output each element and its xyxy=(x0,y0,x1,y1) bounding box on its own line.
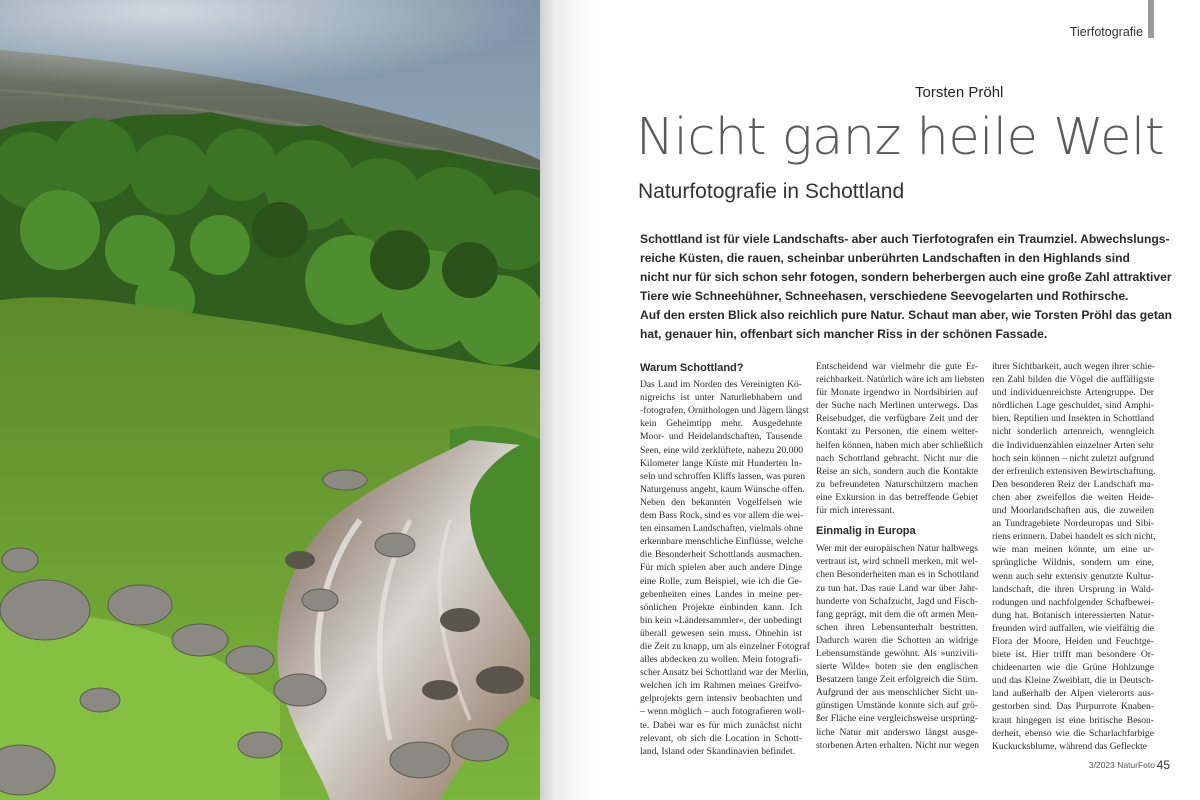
body-line: land außerhalb der Alpen vielerorts aus- xyxy=(992,688,1154,700)
rubric-bar xyxy=(1148,0,1154,38)
body-line: kein Geheimtipp mehr. Ausgedehnte xyxy=(640,418,802,430)
body-line: fang geprägt, mit dem die oft armen Men- xyxy=(816,608,978,620)
body-line: bien, Reptilien und Insekten in Schottland xyxy=(992,413,1154,425)
body-line: scher Ansatz bei Schottland war der Merlin, xyxy=(640,667,809,679)
body-line: wie man meinen könnte, um eine ur- xyxy=(992,544,1154,556)
body-line: schen ihren Lebensunterhalt bestritten. xyxy=(816,621,978,633)
body-line: nicht sonderlich artenreich, wenngleich xyxy=(992,426,1154,438)
body-line: Neben den bekannten Vogelfelsen wie xyxy=(640,496,802,508)
body-line: rodungen und nachfolgender Schafbewei- xyxy=(992,596,1154,608)
body-line: günstigen Umstände konnte sich auf grö- xyxy=(816,700,978,712)
body-column-1 xyxy=(640,360,810,758)
page-number: 45 xyxy=(1156,758,1170,772)
body-column-2 xyxy=(816,360,985,752)
body-line: Aufgrund der aus menschlicher Sicht un- xyxy=(816,687,978,699)
body-line: Naturgenuss angeht, kaum Wünsche offen. xyxy=(640,483,805,495)
issue-footer: 3/2023 NaturFoto xyxy=(1088,760,1155,770)
body-line: hoch sein können – nicht zuletzt aufgrund xyxy=(992,452,1154,464)
body-line: dung hat. Botanisch interessierten Natur- xyxy=(992,609,1154,621)
body-line: die Zeit zu knapp, um als einzelner Fotograf xyxy=(640,640,810,652)
body-line: die Individuenzahlen einzelner Arten sehr xyxy=(992,439,1154,451)
body-line: und individuenreichste Artengruppe. Der xyxy=(992,387,1154,399)
body-line: alles abdecken zu wollen. Mein fotografi- xyxy=(640,654,802,666)
body-line: reichbarkeit. Natürlich wäre ich am liebsten xyxy=(816,374,985,386)
body-line: – wenn möglich – auch fotografieren woll- xyxy=(640,706,805,718)
body-line: und das Kleine Zweiblatt, die in Deutsch- xyxy=(992,675,1154,687)
body-line: gelprojekts gern intensiv beobachten und xyxy=(640,693,802,705)
body-line: te. Dabei war es für mich zunächst nicht xyxy=(640,719,802,731)
author-name: Torsten Pröhl xyxy=(915,84,1004,101)
body-column-3 xyxy=(992,360,1154,753)
lead-line: Tiere wie Schneehühner, Schneehasen, verschiedene Seevogelarten und Rothirsche. xyxy=(640,288,1129,303)
body-line: Seen, eine wild zerklüftete, nahezu 20.000 xyxy=(640,444,804,456)
body-line: die Besonderheit Schottlands ausmachen. xyxy=(640,549,802,561)
body-line: hunderte von Schafzucht, Jagd und Fisch- xyxy=(816,595,978,607)
body-line: -fotografen, Ornithologen und Jägern längst xyxy=(640,405,809,417)
body-line: Den besonderen Reiz der Landschaft ma- xyxy=(992,478,1154,490)
body-line: Für mich spielen aber auch andere Dinge xyxy=(640,562,802,574)
body-line: derheit, ebenso wie die Scharlachfarbige xyxy=(992,727,1154,739)
lead-line: Schottland ist für viele Landschafts- aber auch Tierfotografen ein Traumziel. Abwechslungs- xyxy=(640,232,1170,246)
body-line: ihrer Sichtbarkeit, auch wegen ihrer schie- xyxy=(992,361,1156,372)
body-line: erkennbare menschliche Einflüsse, welche xyxy=(640,536,804,548)
body-line: Kontakt zu Personen, die einem weiter- xyxy=(816,426,978,438)
column-text xyxy=(816,360,985,517)
body-line: sprüngliche Wildnis, sondern um eine, xyxy=(992,557,1154,569)
section-heading: Einmalig in Europa xyxy=(816,525,916,538)
body-line: landschaft, die ihren Ursprung in Wald- xyxy=(992,583,1154,595)
column-text xyxy=(992,360,1154,753)
body-line: chideenarten wie die Grüne Hohlzunge xyxy=(992,662,1154,674)
body-line: sierte Wilde« boten sie den englischen xyxy=(816,661,978,673)
body-line: riens erinnern. Dabei handelt es sich nicht, xyxy=(992,531,1156,543)
lead-line: Auf den ersten Blick also reichlich pure Natur. Schaut man aber, wie Torsten Pröhl das getan xyxy=(640,307,1173,322)
highland-stream-photo xyxy=(0,0,540,800)
body-line: für Monate irgendwo in Nordsibirien auf xyxy=(816,387,978,399)
body-line: freunden wird auffallen, wie vielfältig die xyxy=(992,622,1154,634)
body-line: chen aber zweifellos die weiten Heide- xyxy=(992,491,1154,503)
body-line: Entscheidend war vielmehr die gute Er- xyxy=(816,361,978,372)
body-line: Wer mit der europäischen Natur halbwegs xyxy=(816,543,978,555)
body-line: Reisebudget, die verfügbare Zeit und der xyxy=(816,413,978,425)
subtitle: Naturfotografie in Schottland xyxy=(638,180,905,203)
body-line: Flora der Moore, Heiden und Feuchtge- xyxy=(992,635,1154,647)
body-line: zu tun hat. Das raue Land war über Jahr- xyxy=(816,582,978,594)
photo-illustration xyxy=(0,0,540,800)
body-line: bin kein »Ländersammler«, der unbedingt xyxy=(640,614,802,626)
body-line: ren Zahl bilden die Vögel die auffälligste xyxy=(992,374,1154,386)
body-line: an Tundragebiete Nordeuropas und Sibi- xyxy=(992,518,1154,530)
body-line: chen Besonderheiten man es in Schottland xyxy=(816,569,979,581)
body-line: gestorben sind. Das Purpurrote Knaben- xyxy=(992,701,1154,713)
body-line: Das Land im Norden des Vereinigten Kö- xyxy=(640,379,802,391)
body-line: eine Exkursion in das betreffende Gebiet xyxy=(816,491,978,503)
body-line: zu befreundeten Naturschützern machen xyxy=(816,478,978,490)
body-line: Moor- und Heidelandschaften, Tausende xyxy=(640,431,802,443)
body-line: nördlichen Lage geschuldet, sind Amphi- xyxy=(992,400,1154,412)
lead-line: reiche Küsten, die rauen, scheinbar unberührten Landschaften in den Highlands sind xyxy=(640,250,1130,265)
body-line: eine Rolle, zum Beispiel, wie ich die Ge- xyxy=(640,575,802,587)
section-rubric: Tierfotografie xyxy=(1069,25,1143,39)
body-line: welchen ich im Rahmen meines Greifvo- xyxy=(640,680,802,692)
body-line: gebenheiten eines Landes in meine per- xyxy=(640,588,802,600)
body-line: relevant, ob sich die Location in Schott- xyxy=(640,732,802,744)
body-line: land, Island oder Skandinavien befindet. xyxy=(640,745,796,757)
article-page xyxy=(600,0,1200,800)
body-line: für mich interessant. xyxy=(816,505,895,517)
headline: Nicht ganz heile Welt xyxy=(636,108,1165,167)
body-line: sönlichen Projekte einbinden kann. Ich xyxy=(640,601,802,613)
body-line: helfen können, haben mich aber schließlich xyxy=(816,439,983,451)
body-line: nigreichs ist unter Naturliebhabern und xyxy=(640,392,802,404)
lead-line: hat, genauer hin, offenbart sich mancher Riss in der schönen Fassade. xyxy=(640,326,1048,341)
body-line: nach Schottland gebracht. Nicht nur die xyxy=(816,452,978,464)
body-line: und Moorlandschaften aus, die zuweilen xyxy=(992,505,1154,517)
lead-paragraph xyxy=(640,230,1173,343)
column-text xyxy=(816,542,978,752)
body-line: Kuckucksblume, während das Gefleckte xyxy=(992,740,1148,752)
body-line: überall gewesen sein muss. Ohnehin ist xyxy=(640,627,802,639)
body-line: vertraut ist, wird schnell merken, mit wel- xyxy=(816,556,978,568)
body-line: ßer Fläche eine vergleichsweise ursprüng- xyxy=(816,713,978,725)
body-line: der Suche nach Merlinen unterwegs. Das xyxy=(816,400,978,412)
body-line: liche Natur mit anderswo längst ausge- xyxy=(816,726,978,738)
lead-line: nicht nur für sich schon sehr fotogen, sondern beherbergen auch eine große Zahl attraktiver xyxy=(640,269,1172,284)
body-line: Kilometer lange Küste mit Hunderten In- xyxy=(640,457,802,469)
body-line: Besatzern lange Zeit erfolgreich die Stirn. xyxy=(816,674,978,686)
body-line: Lebensumstände gewöhnt. Als »unzivili- xyxy=(816,647,978,659)
body-line: dem Bass Rock, sind es vor allem die wei- xyxy=(640,510,804,522)
body-line: Reise an sich, sondern auch die Kontakte xyxy=(816,465,978,477)
body-line: biete ist. Hier trifft man besondere Or- xyxy=(992,649,1154,661)
body-line: wenn auch sehr extensiv genutzte Kultur- xyxy=(992,570,1154,582)
section-heading: Warum Schottland? xyxy=(640,362,744,374)
column-text xyxy=(640,378,810,758)
body-line: Dadurch waren die Schotten an widrige xyxy=(816,634,978,646)
body-line: der erfreulich extensiven Bewirtschaftung. xyxy=(992,465,1156,477)
page-gutter-shadow xyxy=(540,0,600,800)
body-line: seln und schroffen Kliffs lassen, was puren xyxy=(640,470,806,482)
body-line: ten einsamen Landschaften, vielmals ohne xyxy=(640,523,803,535)
body-line: kraut hingegen ist eine britische Beson- xyxy=(992,714,1154,726)
body-line: storbenen Arten erhalten. Nicht nur wegen xyxy=(816,739,980,751)
